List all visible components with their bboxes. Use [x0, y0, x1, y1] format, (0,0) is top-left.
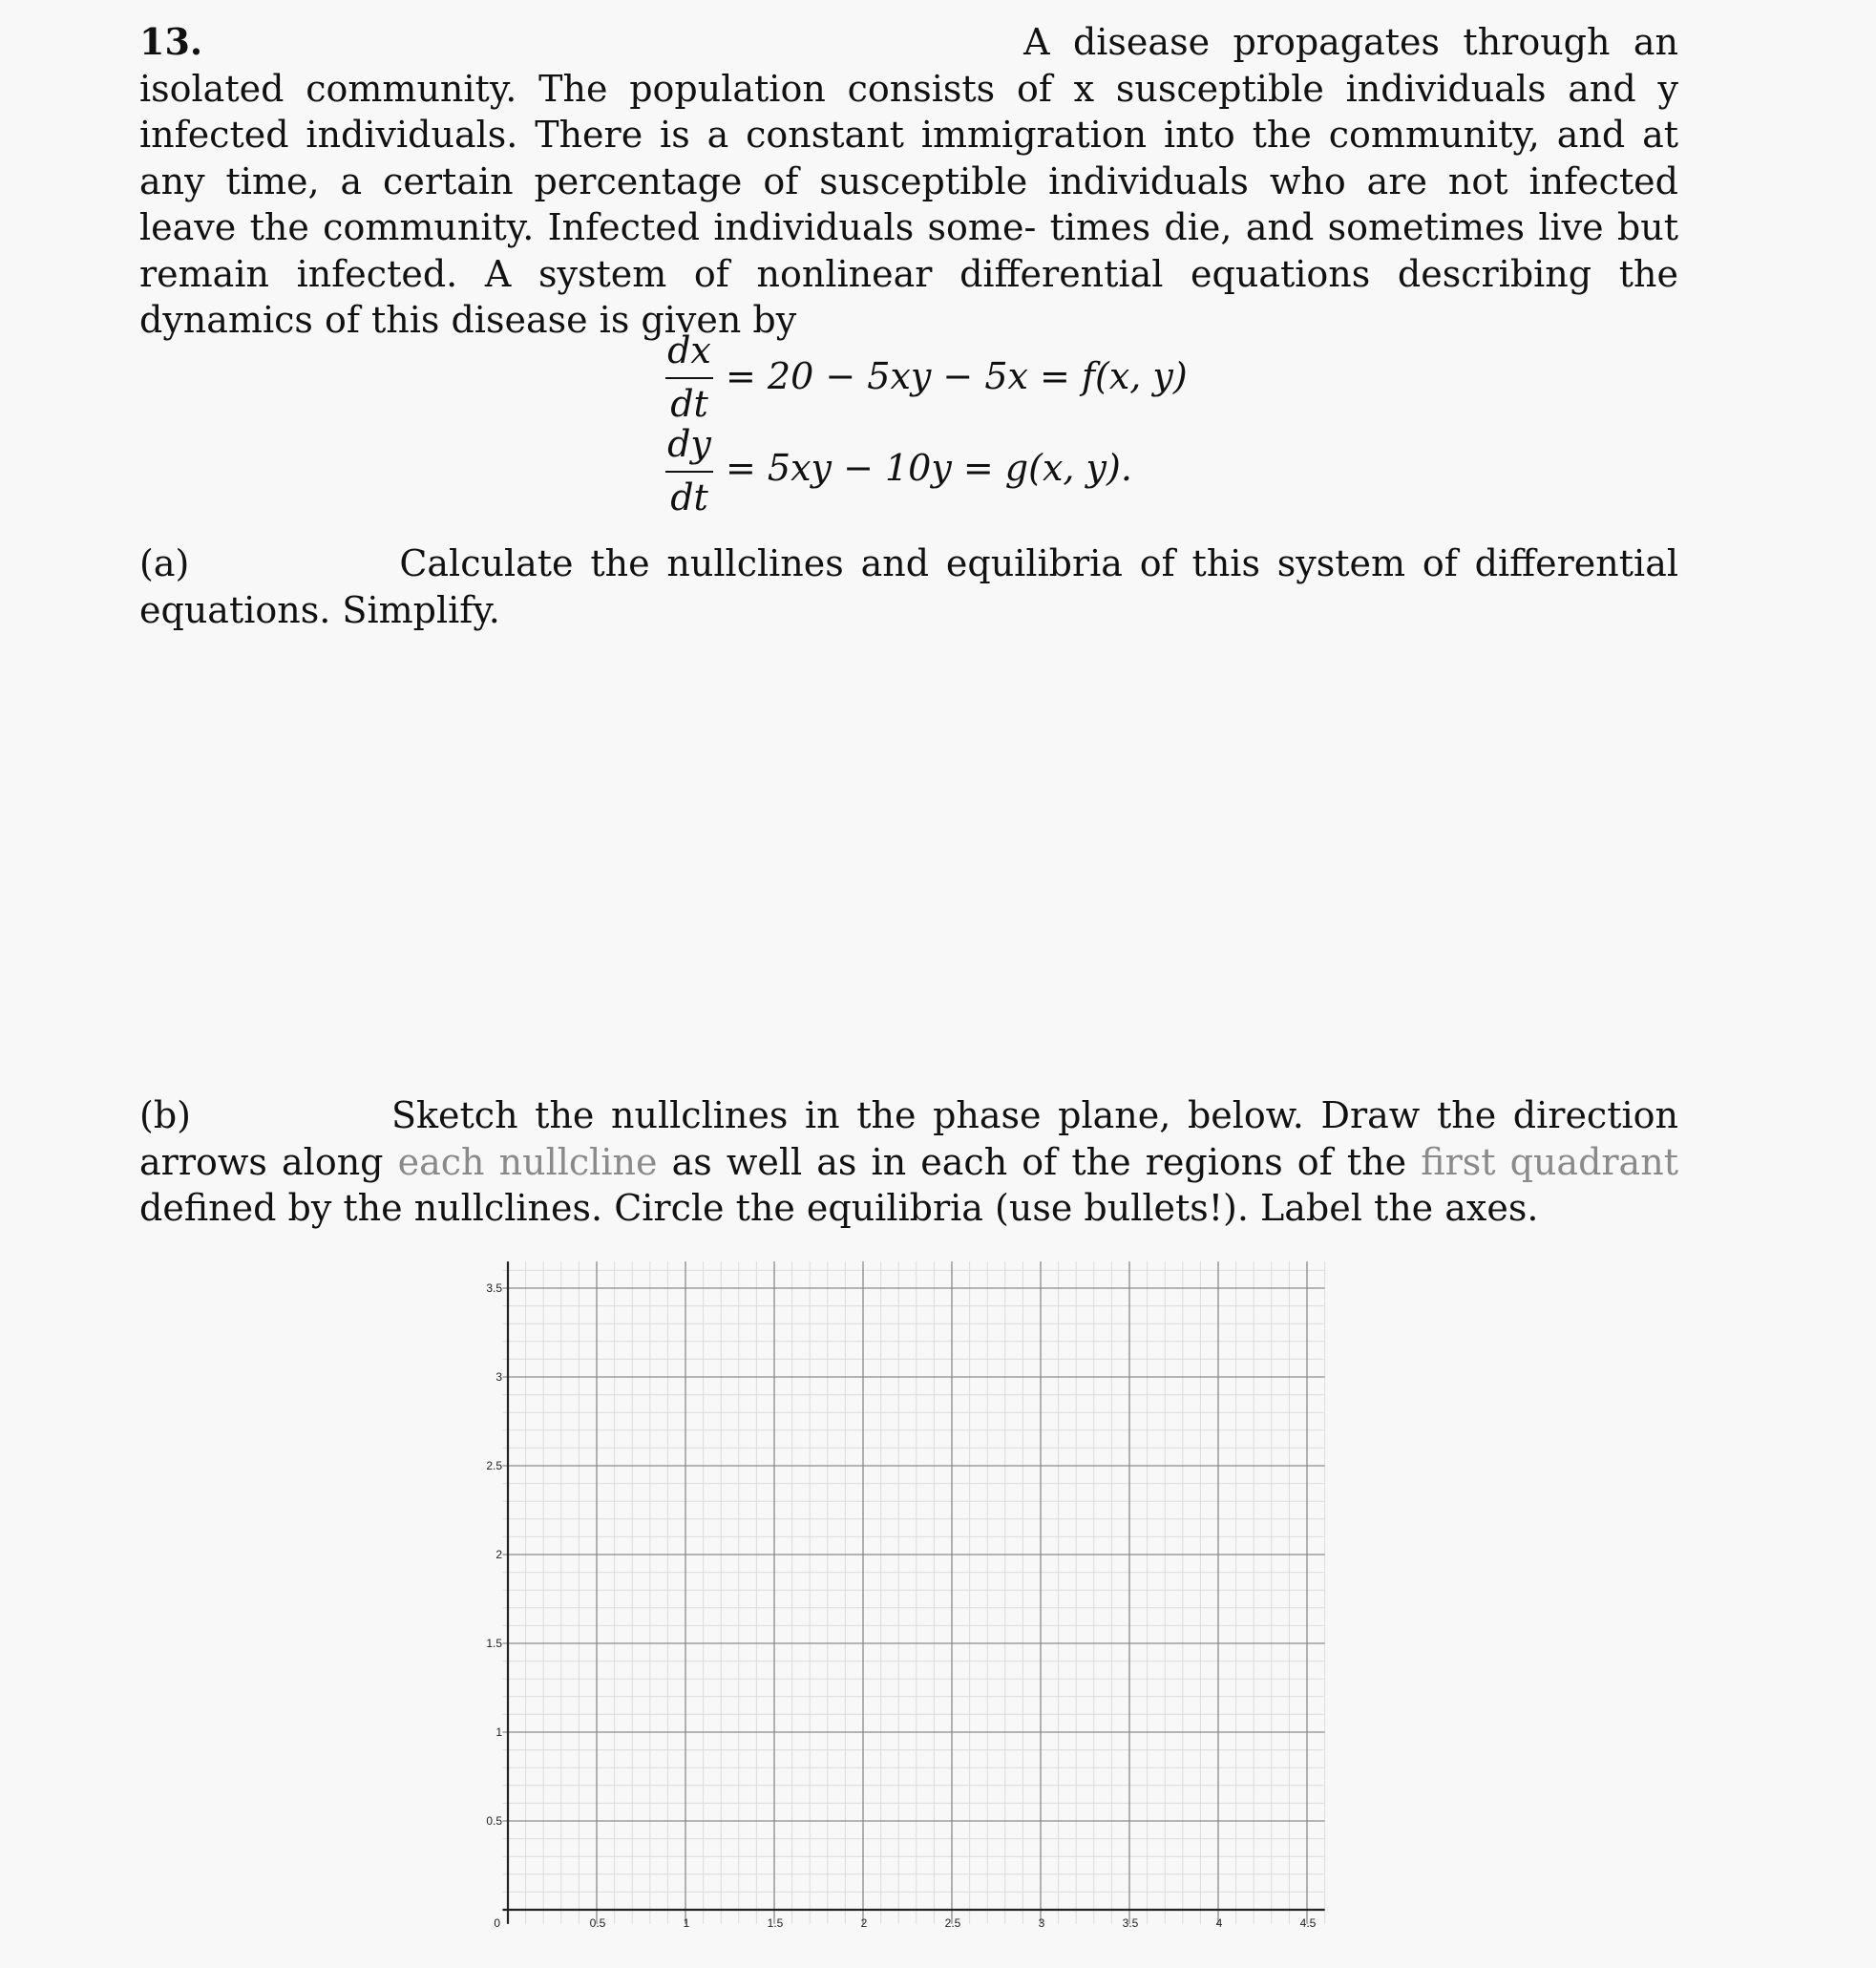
eq1-rhs: = 20 − 5xy − 5x = f(x, y): [726, 355, 1188, 397]
problem-intro: [139, 19, 1678, 344]
part-b: [139, 1092, 1678, 1232]
y-tick-label: 3: [495, 1370, 502, 1384]
tick-labels: [486, 1281, 1316, 1930]
part-a-simplify: Simplify.: [342, 588, 500, 631]
part-a: [139, 540, 1678, 633]
eq1-fraction: [665, 329, 713, 425]
y-tick-label: 2.5: [486, 1459, 502, 1472]
x-tick-label: 1.5: [767, 1916, 784, 1930]
intro-body: community. The population consists of x susceptible individuals and y infected individuals. There is a constant immigration into the community, and at any time, a certain percentage of susceptible individuals who are not infected leave the community. Infected individuals some- times die, and sometimes live but remain infected. A system of nonlinear differential equations describing the dynamics of this disease is given by: [139, 67, 1678, 341]
part-a-text: Calculate the nullclines and equilibria of this system of differential equations.: [139, 542, 1678, 631]
x-tick-label: 2.5: [944, 1916, 961, 1930]
y-tick-label: 1: [495, 1725, 502, 1739]
y-tick-label: 0.5: [486, 1814, 502, 1828]
part-b-line1: Sketch the nullclines in the phase plane, below. Draw the direction arrows along: [139, 1094, 1678, 1183]
axes: [502, 1261, 1324, 1924]
intro-first-line: A disease propagates through an isolated: [139, 21, 1678, 110]
x-tick-label: 1: [683, 1916, 690, 1930]
x-tick-label: 0.5: [589, 1916, 606, 1930]
part-b-end: defined by the nullclines.: [139, 1187, 603, 1229]
x-tick-label: 4: [1215, 1916, 1223, 1930]
problem-number: 13.: [139, 20, 203, 63]
major-grid-lines: [502, 1261, 1324, 1924]
part-a-label: (a): [139, 542, 190, 584]
eq2-denominator: dt: [670, 476, 708, 518]
x-tick-label: 3: [1038, 1916, 1045, 1930]
minor-grid-lines: [502, 1261, 1324, 1924]
y-tick-label: 2: [495, 1548, 502, 1561]
eq2-numerator: dy: [667, 423, 711, 465]
part-b-line3: Circle the equilibria (use bullets!). Label the axes.: [614, 1187, 1539, 1229]
eq1-numerator: dx: [667, 329, 711, 371]
eq1-denominator: dt: [670, 383, 708, 425]
eq2-fraction: [665, 423, 713, 518]
y-tick-label: 1.5: [486, 1637, 502, 1650]
x-tick-label: 2: [860, 1916, 868, 1930]
y-tick-label: 3.5: [486, 1281, 502, 1295]
x-tick-label: 4.5: [1299, 1916, 1317, 1930]
part-b-mid: as well as in each of the regions of the: [657, 1140, 1422, 1183]
part-b-gray-quadrant: first quadrant: [1421, 1140, 1678, 1183]
phase-plane-grid[interactable]: [477, 1241, 1346, 1948]
part-b-gray-nullcline: each nullcline: [397, 1140, 658, 1183]
x-tick-label: 3.5: [1122, 1916, 1139, 1930]
x-tick-label: 0: [494, 1916, 500, 1930]
eq2-rhs: = 5xy − 10y = g(x, y).: [726, 447, 1132, 489]
part-b-label: (b): [139, 1094, 191, 1136]
